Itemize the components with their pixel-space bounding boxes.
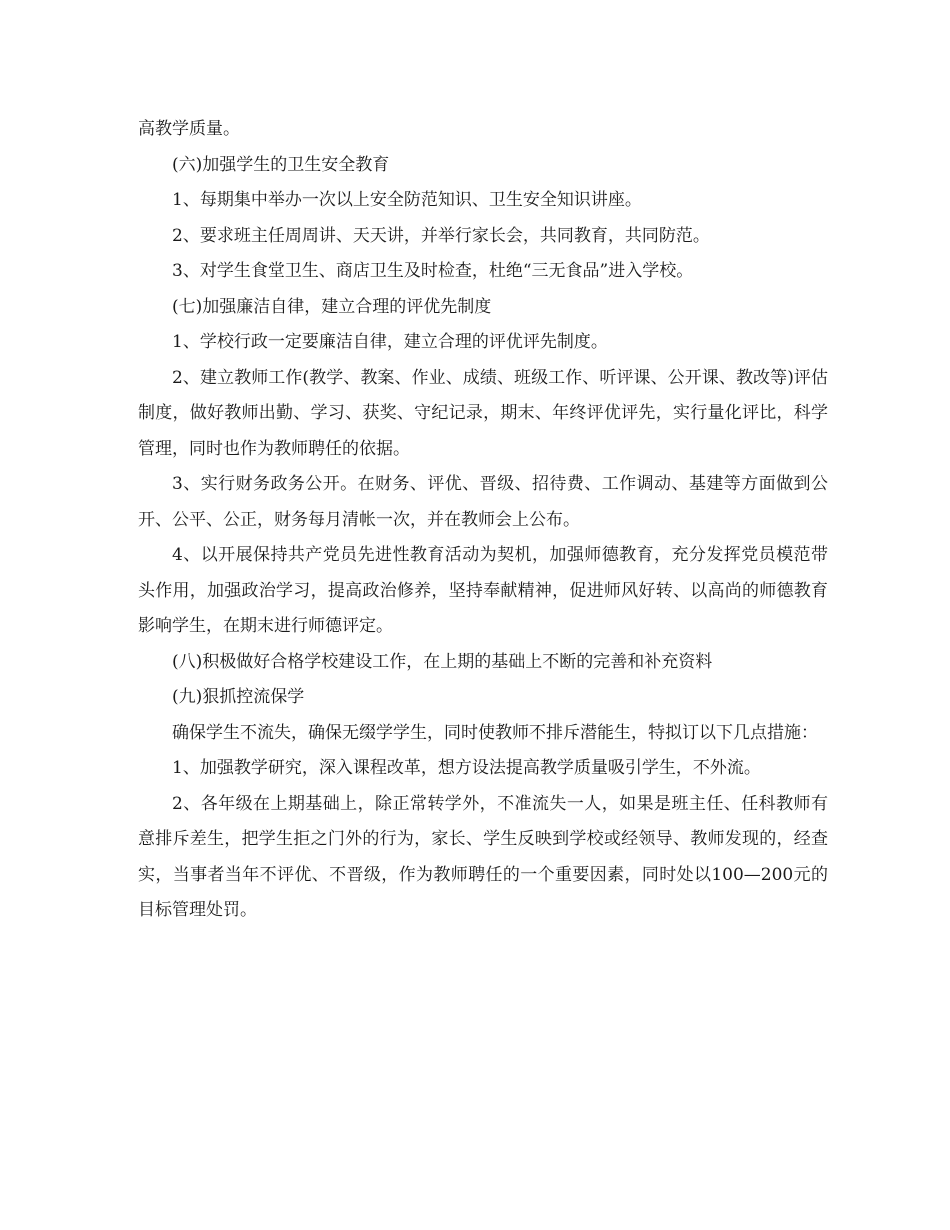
section-heading: (九)狠抓控流保学 — [172, 687, 305, 707]
paragraph: 高教学质量。 — [138, 119, 240, 139]
section-heading: (七)加强廉洁自律，建立合理的评优先制度 — [172, 296, 492, 317]
section-heading: (八)积极做好合格学校建设工作，在上期的基础上不断的完善和补充资料 — [172, 651, 713, 672]
document-page — [138, 112, 828, 929]
paragraph: 2、建立教师工作(教学、教案、作业、成绩、班级工作、听评课、公开课、教改等)评估制度，做好教师出勤、学习、获奖、守纪记录，期末、年终评优评先，实行量化评比，科学管理，同时也作为教师聘任的依据。 — [138, 367, 828, 459]
paragraph: 3、对学生食堂卫生、商店卫生及时检查，杜绝“三无食品”进入学校。 — [172, 261, 694, 281]
paragraph: 2、各年级在上期基础上，除正常转学外，不准流失一人，如果是班主任、任科教师有意排斥差生，把学生拒之门外的行为，家长、学生反映到学校或经领导、教师发现的，经查实，当事者当年不评优、不晋级，作为教师聘任的一个重要因素，同时处以100—200元的目标管理处罚。 — [138, 793, 828, 920]
section-heading: (六)加强学生的卫生安全教育 — [172, 154, 390, 175]
paragraph: 3、实行财务政务公开。在财务、评优、晋级、招待费、工作调动、基建等方面做到公开、公平、公正，财务每月清帐一次，并在教师会上公布。 — [138, 474, 828, 530]
paragraph: 1、加强教学研究，深入课程改革，想方设法提高教学质量吸引学生，不外流。 — [172, 758, 761, 778]
paragraph: 1、学校行政一定要廉洁自律，建立合理的评优评先制度。 — [172, 332, 608, 352]
paragraph: 2、要求班主任周周讲、天天讲，并举行家长会，共同教育，共同防范。 — [172, 225, 710, 246]
paragraph: 1、每期集中举办一次以上安全防范知识、卫生安全知识讲座。 — [172, 190, 642, 210]
paragraph: 确保学生不流失，确保无缀学学生，同时使教师不排斥潜能生，特拟订以下几点措施： — [172, 722, 818, 743]
paragraph: 4、以开展保持共产党员先进性教育活动为契机，加强师德教育，充分发挥党员模范带头作用，加强政治学习，提高政治修养，坚持奉献精神，促进师风好转、以高尚的师德教育影响学生，在期末进行师德评定。 — [138, 545, 828, 636]
